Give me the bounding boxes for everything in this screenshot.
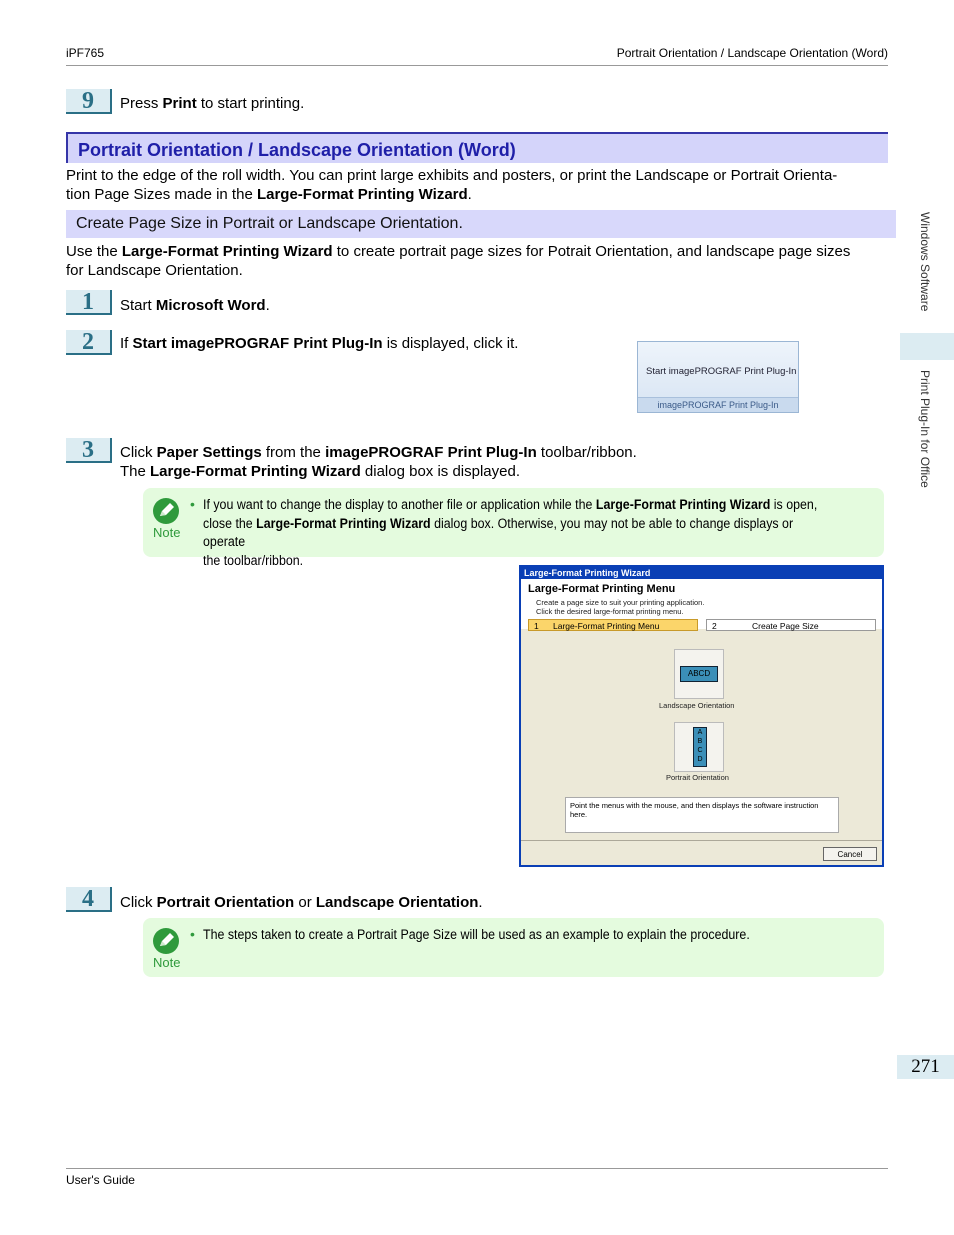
wizard-heading: Large-Format Printing Menu	[528, 583, 676, 595]
note-bullet: •	[190, 926, 195, 942]
footer-rule	[66, 1168, 888, 1169]
section-heading	[66, 132, 888, 163]
breadcrumb-step-1: 1 Large-Format Printing Menu	[528, 619, 698, 631]
note-text: If you want to change the display to another file or application while the Large-Format Printing Wizard is open, close the Large-Format Printing Wizard dialog box. Otherwise, you may not be able to change displays or operate the toolbar/ribbon.	[203, 497, 818, 568]
step-9-text: Press Print to start printing.	[120, 95, 305, 112]
portrait-orientation-label: Portrait Orientation	[666, 773, 729, 782]
portrait-orientation-button[interactable]	[674, 722, 724, 772]
wizard-instruction-box: Point the menus with the mouse, and then displays the software instruction here.	[565, 797, 839, 833]
subsection-heading	[66, 210, 896, 238]
landscape-orientation-button[interactable]	[674, 649, 724, 699]
note-pencil-icon	[153, 928, 179, 954]
step-2-number: 2	[66, 330, 112, 355]
header-section-title: Portrait Orientation / Landscape Orientation (Word)	[616, 46, 888, 60]
ribbon-screenshot	[637, 341, 799, 413]
note-label: Note	[153, 955, 181, 970]
wizard-dialog-screenshot	[519, 565, 884, 867]
footer-guide-title: User's Guide	[66, 1173, 135, 1187]
header-product: iPF765	[66, 46, 105, 60]
note-pencil-icon	[153, 498, 179, 524]
note-bullet: •	[190, 496, 195, 512]
wizard-divider	[521, 840, 882, 841]
section-title: Portrait Orientation / Landscape Orientation (Word)	[78, 140, 516, 160]
subsection-title: Create Page Size in Portrait or Landscape Orientation.	[76, 215, 463, 232]
side-tab-print-plugin: Print Plug-In for Office	[918, 370, 932, 488]
landscape-orientation-label: Landscape Orientation	[659, 701, 735, 710]
step-4-number: 4	[66, 887, 112, 912]
breadcrumb-step-2: 2 Create Page Size	[706, 619, 876, 631]
note-text: The steps taken to create a Portrait Page Size will be used as an example to explain the procedure.	[203, 927, 750, 942]
side-tab-windows-software: Windows Software	[918, 212, 932, 312]
step-1-text: Start Microsoft Word.	[120, 297, 270, 314]
page-number: 271	[897, 1055, 954, 1079]
start-plugin-button[interactable]: Start imagePROGRAF Print Plug-In	[646, 366, 797, 377]
wizard-subtext-1: Create a page size to suit your printing application.	[536, 598, 705, 607]
wizard-subtext-2: Click the desired large-format printing menu.	[536, 607, 684, 616]
side-tab-highlight	[900, 333, 954, 360]
ribbon-group-label: imagePROGRAF Print Plug-In	[638, 397, 798, 412]
step-3-number: 3	[66, 438, 112, 463]
step-9-number: 9	[66, 89, 112, 114]
step-4-text: Click Portrait Orientation or Landscape Orientation.	[120, 894, 483, 911]
landscape-orientation-icon: ABCD	[680, 666, 718, 682]
note-box-1	[143, 488, 884, 568]
step-2-text: If Start imagePROGRAF Print Plug-In is displayed, click it.	[120, 335, 519, 352]
cancel-button[interactable]: Cancel	[823, 847, 877, 861]
wizard-window-title: Large-Format Printing Wizard	[524, 568, 651, 578]
note-box-2	[143, 918, 884, 977]
subsection-intro: Use the Large-Format Printing Wizard to create portrait page sizes for Potrait Orientation, and landscape page sizes for Landscape Orientation.	[66, 243, 851, 279]
portrait-orientation-icon: A B C D	[693, 727, 707, 767]
note-label: Note	[153, 525, 181, 540]
step-1-number: 1	[66, 290, 112, 315]
section-intro: Print to the edge of the roll width. You can print large exhibits and posters, or print the Landscape or Portrait Orienta- tion Page Sizes made in the Large-Format Printing Wizard.	[66, 167, 838, 203]
step-3-text: Click Paper Settings from the imagePROGRAF Print Plug-In toolbar/ribbon. The Large-Format Printing Wizard dialog box is displayed.	[120, 444, 637, 480]
header-rule	[66, 65, 888, 66]
